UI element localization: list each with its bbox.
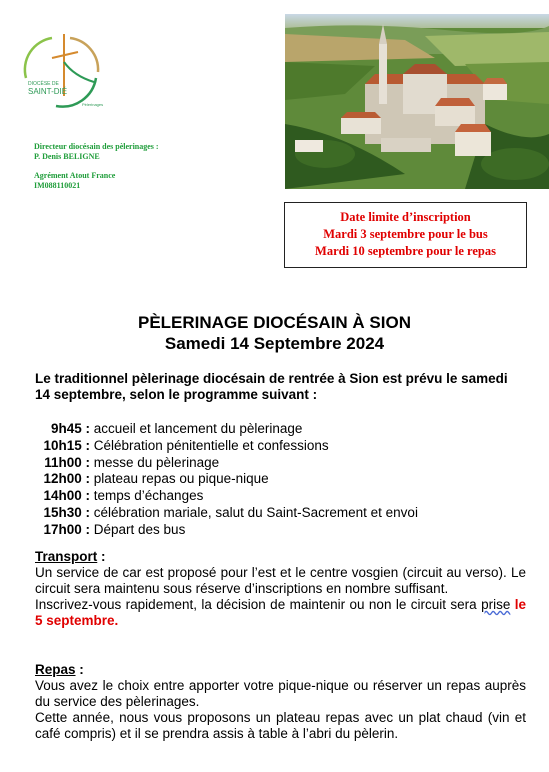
meal-section xyxy=(35,662,526,742)
logo-diocese-label: DIOCÈSE DE xyxy=(28,81,59,87)
program-schedule xyxy=(35,421,418,539)
director-label: Directeur diocésain des pèlerinages : xyxy=(34,142,159,151)
agreement-label: Agrément Atout France xyxy=(34,171,116,180)
transport-decision-word: prise xyxy=(481,597,511,612)
sion-basilica-photo xyxy=(285,14,549,189)
transport-paragraph-2-text: Inscrivez-vous rapidement, la décision de maintenir ou non le circuit sera xyxy=(35,597,477,612)
deadline-meal: Mardi 10 septembre pour le repas xyxy=(315,244,496,258)
schedule-time: 14h00 : xyxy=(43,488,90,504)
title-line-1: PÈLERINAGE DIOCÉSAIN À SION xyxy=(138,313,411,332)
document-title xyxy=(0,312,549,354)
deadline-title: Date limite d’inscription xyxy=(340,210,471,224)
transport-paragraph-2 xyxy=(35,597,526,629)
meal-paragraph-2: Cette année, nous vous proposons un plateau repas avec un plat chaud (vin et café compris) et il se prendra assis à table à l’abri du pèlerin. xyxy=(35,710,526,741)
schedule-activity: célébration mariale, salut du Saint-Sacrement et envoi xyxy=(93,504,418,520)
logo-diocese-name: SAINT-DIÉ xyxy=(28,87,68,96)
schedule-row xyxy=(35,438,418,455)
title-line-2: Samedi 14 Septembre 2024 xyxy=(164,334,385,353)
schedule-row xyxy=(35,522,418,539)
logo-pilgrimage-label: Pèlerinages xyxy=(82,102,104,107)
deadline-bus: Mardi 3 septembre pour le bus xyxy=(323,227,488,241)
schedule-row xyxy=(35,505,418,522)
schedule-row xyxy=(35,471,418,488)
schedule-activity: temps d’échanges xyxy=(93,488,204,504)
schedule-time: 17h00 : xyxy=(43,521,90,537)
intro-paragraph: Le traditionnel pèlerinage diocésain de rentrée à Sion est prévu le samedi 14 septembre, selon le programme suivant : xyxy=(35,371,508,402)
transport-heading: Transport xyxy=(35,549,98,564)
meal-paragraph-1: Vous avez le choix entre apporter votre pique-nique ou réserver un repas auprès du service des pèlerinages. xyxy=(35,678,526,709)
schedule-row xyxy=(35,455,418,472)
schedule-activity: Célébration pénitentielle et confessions xyxy=(93,437,329,453)
transport-paragraph-1: Un service de car est proposé pour l’est et le centre vosgien (circuit au verso). Le circuit sera maintenu sous réserve d’inscriptions en nombre suffisant. xyxy=(35,565,526,596)
director-name: P. Denis BELIGNE xyxy=(34,152,100,161)
diocese-logo-icon xyxy=(22,32,108,110)
schedule-time: 15h30 : xyxy=(43,504,90,520)
meal-heading: Repas xyxy=(35,662,76,677)
transport-section xyxy=(35,549,526,629)
schedule-activity: plateau repas ou pique-nique xyxy=(93,471,269,487)
agreement-code: IM088110021 xyxy=(34,181,81,190)
schedule-time: 10h15 : xyxy=(43,437,90,453)
schedule-row xyxy=(35,488,418,505)
schedule-row xyxy=(35,421,418,438)
schedule-time: 11h00 : xyxy=(44,454,90,470)
schedule-activity: accueil et lancement du pèlerinage xyxy=(93,421,303,436)
registration-deadline-box xyxy=(284,202,527,268)
meal-heading-colon: : xyxy=(75,662,84,677)
schedule-time: 9h45 : xyxy=(50,421,90,436)
director-info xyxy=(34,142,159,191)
diocese-logo xyxy=(22,32,108,110)
schedule-time: 12h00 : xyxy=(43,471,90,487)
schedule-activity: messe du pèlerinage xyxy=(93,454,220,470)
transport-decision-date: le 5 septembre. xyxy=(35,597,526,628)
transport-heading-colon: : xyxy=(97,549,106,564)
schedule-activity: Départ des bus xyxy=(93,521,186,537)
